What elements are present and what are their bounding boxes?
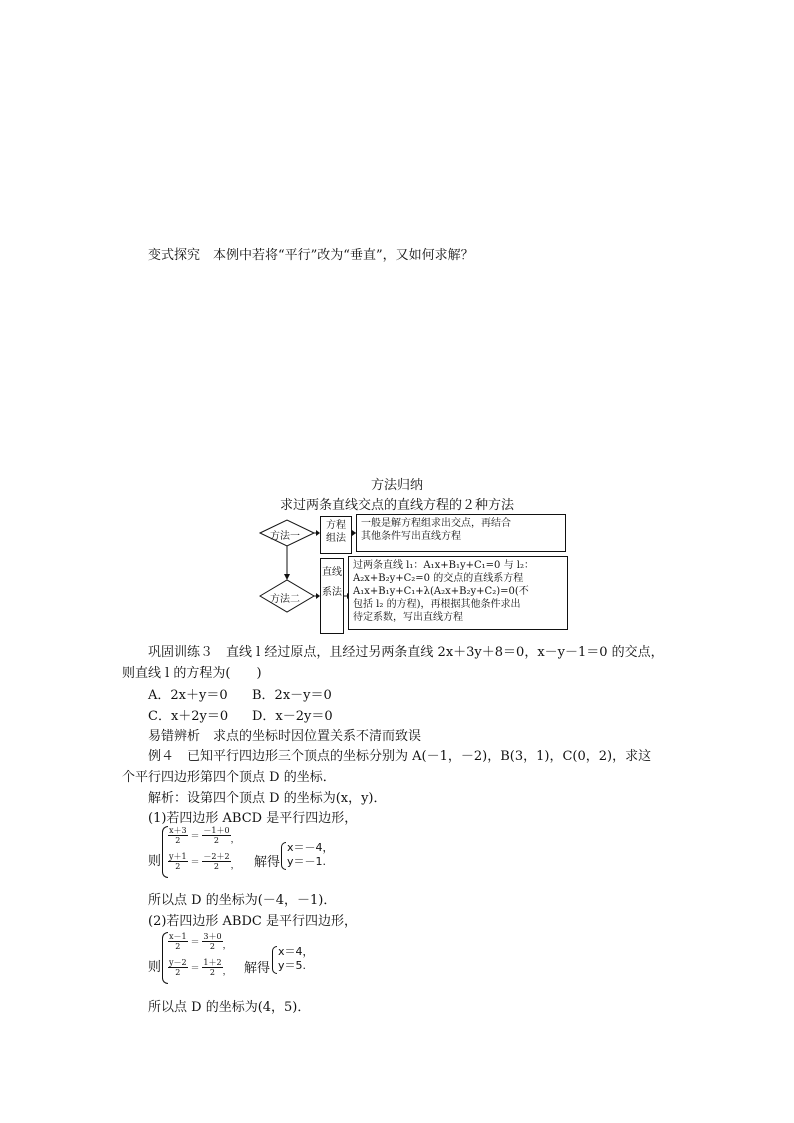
case2-solve-label: 解得 [244, 961, 271, 976]
option-a: A．2x＋y＝0 [148, 688, 228, 703]
method-subtitle: 求过两条直线交点的直线方程的２种方法 [279, 498, 514, 513]
method-heading: 方法归纳 [370, 478, 423, 493]
case2-result: 所以点 D 的坐标为(4，5)． [148, 1000, 311, 1015]
desc1-line: 其他条件写出直线方程 [361, 531, 461, 542]
desc2-line: 过两条直线 l₁：A₁x+B₁y+C₁=0 与 l₂： [353, 560, 534, 571]
desc1-line: 一般是解方程组求出交点，再结合 [361, 518, 511, 529]
case2-eq1: $\frac{x-1}{2}$ ＝ $\frac{3+0}{2}$ ， [169, 932, 232, 951]
case1-sol-y: y＝－1. [287, 855, 327, 868]
desc-box-two [348, 556, 568, 630]
arrow-down-icon [284, 574, 290, 580]
option-d: D．x－2y＝0 [252, 709, 333, 724]
case1-brace-right [281, 842, 286, 870]
case2-sol-x: x＝4， [278, 945, 314, 958]
desc-box-one [356, 514, 566, 552]
option-c: C．x＋2y＝0 [148, 709, 229, 724]
option-b: B．2x－y＝0 [252, 688, 332, 703]
desc2-line: A₂x+B₂y+C₂=0 的交点的直线系方程 [353, 573, 524, 584]
analysis-line: 解析：设第四个顶点 D 的坐标为(x，y)． [148, 791, 387, 806]
desc2-line: A₁x+B₁y+C₁+λ(A₂x+B₂y+C₂)=0(不 [353, 586, 529, 597]
desc2-line: 包括 l₂ 的方程)，再根据其他条件求出 [353, 599, 521, 610]
case1-title: (1)若四边形 ABCD 是平行四边形， [148, 811, 358, 826]
example-stem: 例４ 已知平行四边形三个顶点的坐标分别为 A(－1，－2)，B(3，1)，C(0，2)，求这 [148, 749, 652, 764]
mistake-title: 易错辨析 求点的坐标时因位置关系不清而致误 [148, 729, 422, 744]
label-equation-group: 方程组法 [326, 520, 346, 544]
case2-eq2: $\frac{y-2}{2}$ ＝ $\frac{1+2}{2}$ ， [169, 958, 232, 977]
case2-title: (2)若四边形 ABDC 是平行四边形， [148, 914, 357, 929]
diamond-label-two: 方法二 [270, 594, 300, 605]
exercise-stem: 巩固训练３ 直线 l 经过原点，且经过另两条直线 2x＋3y＋8＝0，x－y－1＝0 的交点， [148, 645, 664, 660]
label-line-system: 直线系法 [322, 567, 342, 598]
case1-solve-label: 解得 [254, 855, 281, 870]
case2-prefix: 则 [148, 960, 162, 975]
desc2-line: 待定系数，写出直线方程 [353, 612, 463, 623]
case1-eq1: $\frac{x+3}{2}$ ＝ $\frac{-1+0}{2}$ ， [169, 826, 240, 845]
label-box-line-system [320, 558, 344, 634]
label-box-equation-group [320, 516, 352, 554]
case2-brace-right [272, 946, 277, 974]
exercise-stem-cont: 则直线 l 的方程为( ) [122, 666, 262, 681]
case1-eq2: $\frac{y+1}{2}$ ＝ $\frac{-2+2}{2}$ ， [169, 852, 240, 871]
case1-result: 所以点 D 的坐标为(－4，－1)． [148, 893, 337, 908]
case1-prefix: 则 [148, 854, 162, 869]
case1-sol-x: x＝－4， [287, 841, 334, 854]
variant-question: 变式探究 本例中若将“平行”改为“垂直”，又如何求解？ [148, 248, 474, 263]
example-stem-cont: 个平行四边形第四个顶点 D 的坐标． [122, 770, 336, 785]
diamond-label-one: 方法一 [270, 531, 300, 542]
case2-sol-y: y＝5. [278, 959, 307, 972]
